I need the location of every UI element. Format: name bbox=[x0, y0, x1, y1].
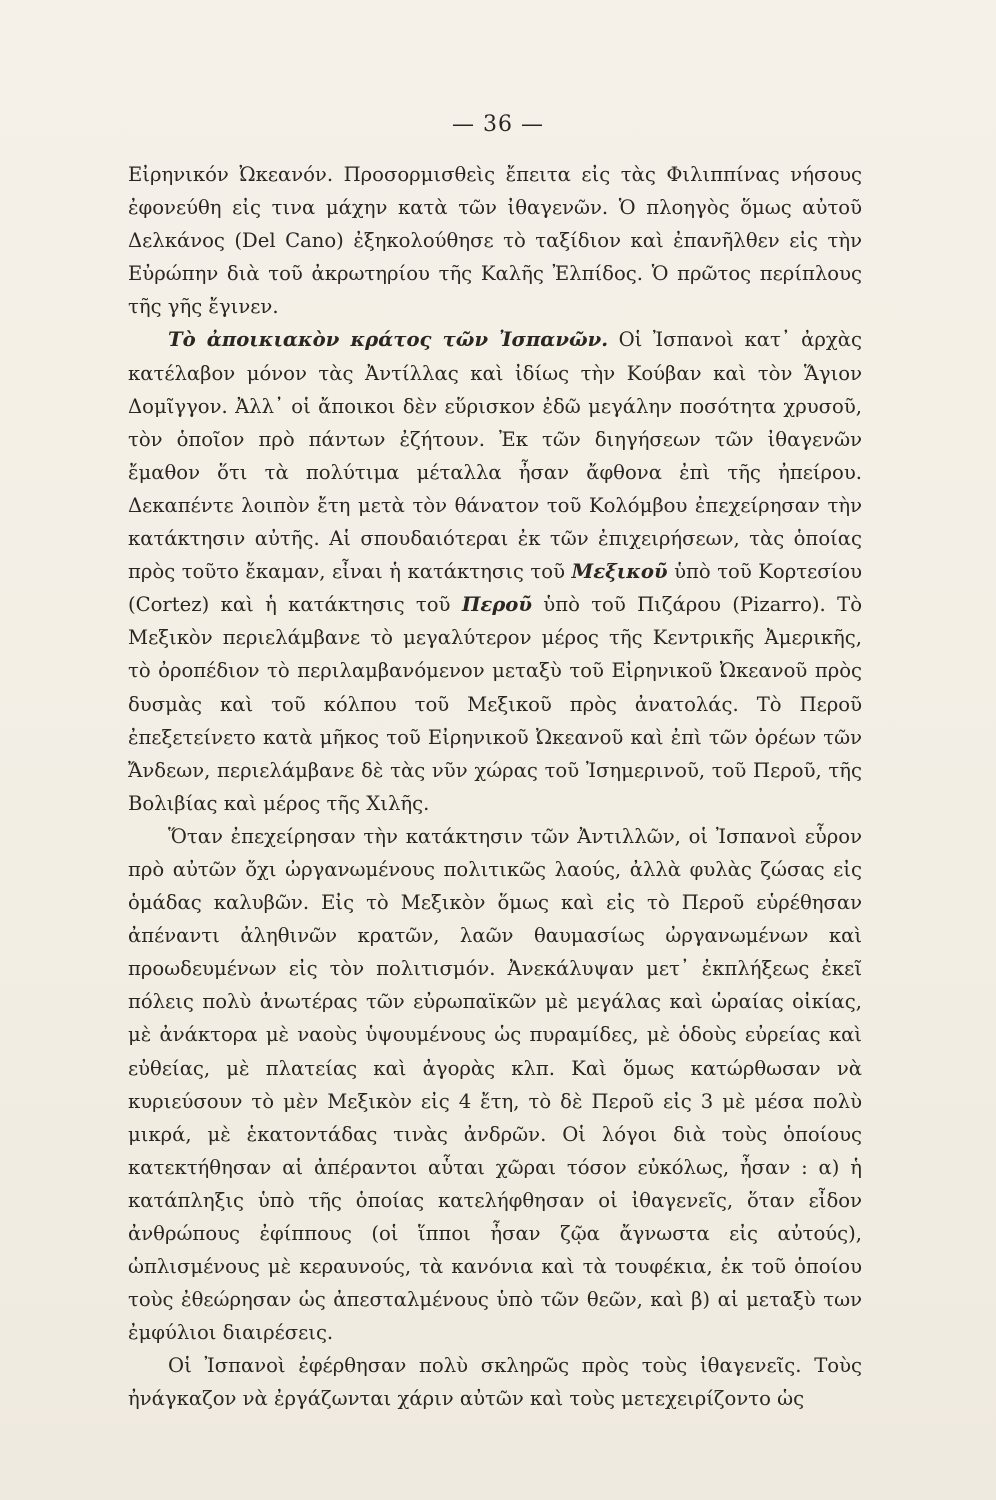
page-number: — 36 — bbox=[452, 112, 544, 137]
emphasis-mexico: Μεξικοῦ bbox=[571, 560, 668, 584]
paragraph-1: Εἰρηνικόν Ὠκεανόν. Προσορμισθεὶς ἔπειτα εἰς τὰς Φιλιππίνας νήσους ἐφονεύθη εἰς τινα μάχην κατὰ τῶν ἰθαγενῶν. Ὁ πλοηγὸς ὅμως αὐτοῦ Δελκάνος (Del Cano) ἐξηκολούθησε τὸ ταξίδιον καὶ ἐπανῆλθεν εἰς τὴν Εὐρώπην διὰ τοῦ ἀκρωτηρίου τῆς Καλῆς Ἐλπίδος. Ὁ πρῶτος περίπλους τῆς γῆς ἔγινεν. bbox=[128, 163, 862, 319]
section-heading: Τὸ ἀποικιακὸν κράτος τῶν Ἰσπανῶν. bbox=[168, 328, 609, 352]
paragraph-2-text-b: ὑπὸ τοῦ Κορτεσίου (Cortez) καὶ ἡ κατάκτησις τοῦ bbox=[128, 560, 862, 617]
paragraph-4: Οἱ Ἰσπανοὶ ἐφέρθησαν πολὺ σκληρῶς πρὸς τοὺς ἰθαγενεῖς. Τοὺς ἠνάγκαζον νὰ ἐργάζωνται χάριν αὐτῶν καὶ τοὺς μετεχειρίζοντο ὡς bbox=[128, 1354, 862, 1411]
paragraph-3: Ὅταν ἐπεχείρησαν τὴν κατάκτησιν τῶν Ἀντιλλῶν, οἱ Ἰσπανοὶ εὗρον πρὸ αὐτῶν ὄχι ὠργανωμένους πολιτικῶς λαούς, ἀλλὰ φυλὰς ζώσας εἰς ὁμάδας καλυβῶν. Εἰς τὸ Μεξικὸν ὅμως καὶ εἰς τὸ Περοῦ εὑρέθησαν ἀπέναντι ἀληθινῶν κρατῶν, λαῶν θαυμασίως ὠργανωμένων καὶ προωδευμένων εἰς τὸν πολιτισμόν. Ἀνεκάλυψαν μετ᾽ ἐκπλήξεως ἐκεῖ πόλεις πολὺ ἀνωτέρας τῶν εὐρωπαϊκῶν μὲ μεγάλας καὶ ὡραίας οἰκίας, μὲ ἀνάκτορα μὲ ναοὺς ὑψουμένους ὡς πυραμίδες, μὲ ὁδοὺς εὐρείας καὶ εὐθείας, μὲ πλατείας καὶ ἀγορὰς κλπ. Καὶ ὅμως κατώρθωσαν νὰ κυριεύσουν τὸ μὲν Μεξικὸν εἰς 4 ἔτη, τὸ δὲ Περοῦ εἰς 3 μὲ μέσα πολὺ μικρά, μὲ ἑκατοντάδας τινὰς ἀνδρῶν. Οἱ λόγοι διὰ τοὺς ὁποίους κατεκτήθησαν αἱ ἀπέραντοι αὗται χῶραι τόσον εὐκόλως, ἦσαν : α) ἡ κατάπληξις ὑπὸ τῆς ὁποίας κατελήφθησαν οἱ ἰθαγενεῖς, ὅταν εἶδον ἀνθρώπους ἐφίππους (οἱ ἵπποι ἦσαν ζῷα ἄγνωστα εἰς αὐτούς), ὡπλισμένους μὲ κεραυνούς, τὰ κανόνια καὶ τὰ τουφέκια, ἐκ τοῦ ὁποίου τοὺς ἐθεώρησαν ὡς ἀπεσταλμένους ὑπὸ τῶν θεῶν, καὶ β) αἱ μεταξὺ των ἐμφύλιοι διαιρέσεις. bbox=[128, 824, 862, 1345]
paragraph-2-text-c: ὑπὸ τοῦ Πιζάρου (Pizarro). Τὸ Μεξικὸν περιελάμβανε τὸ μεγαλύτερον μέρος τῆς Κεντρικῆς Ἀμερικῆς, τὸ ὀροπέδιον τὸ περιλαμβανόμενον μεταξὺ τοῦ Εἰρηνικοῦ Ὠκεανοῦ πρὸς δυσμὰς καὶ τοῦ κόλπου τοῦ Μεξικοῦ πρὸς ἀνατολάς. Τὸ Περοῦ ἐπεξετείνετο κατὰ μῆκος τοῦ Εἰρηνικοῦ Ὠκεανοῦ καὶ ἐπὶ τῶν ὀρέων τῶν Ἄνδεων, περιελάμβανε δὲ τὰς νῦν χώρας τοῦ Ἰσημερινοῦ, τοῦ Περοῦ, τῆς Βολιβίας καὶ μέρος τῆς Χιλῆς. bbox=[128, 593, 862, 815]
body-text bbox=[128, 158, 862, 1416]
paragraph-2 bbox=[128, 323, 862, 819]
emphasis-peru: Περοῦ bbox=[461, 593, 532, 617]
paragraph-2-text-a: Οἱ Ἰσπανοὶ κατ᾽ ἀρχὰς κατέλαβον μόνον τὰς Ἀντίλλας καὶ ἰδίως τὴν Κούβαν καὶ τὸν Ἅγιον Δομῖγγον. Ἀλλ᾽ οἱ ἄποικοι δὲν εὕρισκον ἐδῶ μεγάλην ποσότητα χρυσοῦ, τὸν ὁποῖον πρὸ πάντων ἐζήτουν. Ἐκ τῶν διηγήσεων τῶν ἰθαγενῶν ἔμαθον ὅτι τὰ πολύτιμα μέταλλα ἦσαν ἄφθονα ἐπὶ τῆς ἠπείρου. Δεκαπέντε λοιπὸν ἔτη μετὰ τὸν θάνατον τοῦ Κολόμβου ἐπεχείρησαν τὴν κατάκτησιν αὐτῆς. Αἱ σπουδαιότεραι ἐκ τῶν ἐπιχειρήσεων, τὰς ὁποίας πρὸς τοῦτο ἔκαμαν, εἶναι ἡ κατάκτησις τοῦ bbox=[128, 328, 862, 584]
